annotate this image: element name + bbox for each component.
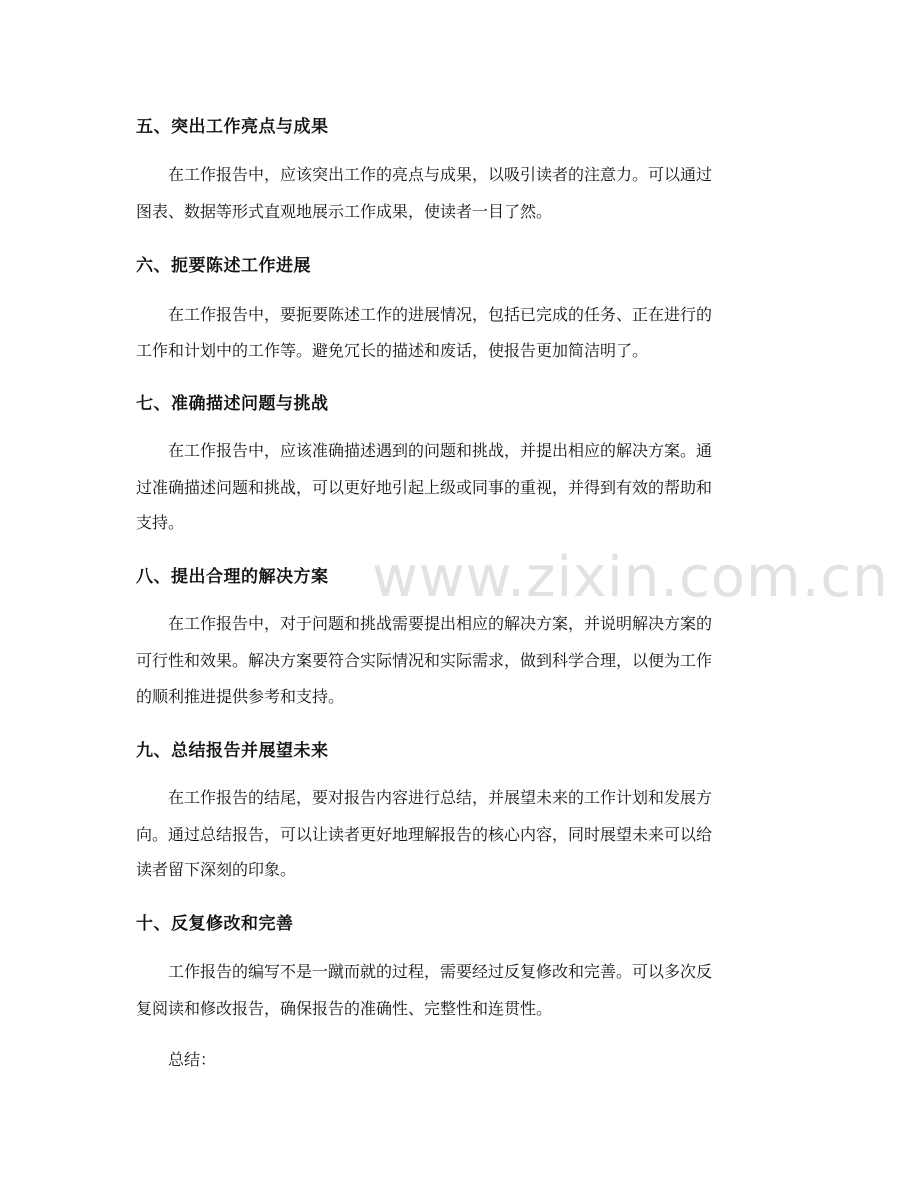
section-9-line-3: 读者留下深刻的印象。 — [136, 860, 297, 879]
section-6-line-1: 在工作报告中，要扼要陈述工作的进展情况，包括已完成的任务、正在进行的 — [168, 305, 713, 324]
section-5-line-2: 图表、数据等形式直观地展示工作成果，使读者一目了然。 — [136, 202, 553, 221]
section-8-line-1: 在工作报告中，对于问题和挑战需要提出相应的解决方案，并说明解决方案的 — [168, 614, 713, 633]
section-heading-7: 七、准确描述问题与挑战 — [136, 394, 329, 414]
section-heading-8: 八、提出合理的解决方案 — [136, 567, 329, 587]
summary-label: 总结： — [168, 1050, 217, 1069]
section-7-line-1: 在工作报告中，应该准确描述遇到的问题和挑战，并提出相应的解决方案。通 — [168, 441, 713, 460]
section-5-line-1: 在工作报告中，应该突出工作的亮点与成果，以吸引读者的注意力。可以通过 — [168, 165, 713, 184]
section-7-line-3: 支持。 — [136, 513, 185, 532]
section-8-line-2: 可行性和效果。解决方案要符合实际情况和实际需求，做到科学合理，以便为工作 — [136, 651, 713, 670]
section-7-line-2: 过准确描述问题和挑战，可以更好地引起上级或同事的重视，并得到有效的帮助和 — [136, 478, 713, 497]
section-10-line-2: 复阅读和修改报告，确保报告的准确性、完整性和连贯性。 — [136, 999, 553, 1018]
section-heading-9: 九、总结报告并展望未来 — [136, 741, 329, 761]
section-heading-6: 六、扼要陈述工作进展 — [136, 256, 311, 276]
section-heading-5: 五、突出工作亮点与成果 — [136, 117, 329, 137]
section-9-line-2: 向。通过总结报告，可以让读者更好地理解报告的核心内容，同时展望未来可以给 — [136, 825, 713, 844]
section-6-line-2: 工作和计划中的工作等。避免冗长的描述和废话，使报告更加简洁明了。 — [136, 341, 649, 360]
section-heading-10: 十、反复修改和完善 — [136, 914, 294, 934]
section-8-line-3: 的顺利推进提供参考和支持。 — [136, 687, 345, 706]
watermark: www.zixin.com.cn — [372, 545, 889, 610]
section-9-line-1: 在工作报告的结尾，要对报告内容进行总结，并展望未来的工作计划和发展方 — [168, 788, 713, 807]
section-10-line-1: 工作报告的编写不是一蹴而就的过程，需要经过反复修改和完善。可以多次反 — [168, 962, 713, 981]
